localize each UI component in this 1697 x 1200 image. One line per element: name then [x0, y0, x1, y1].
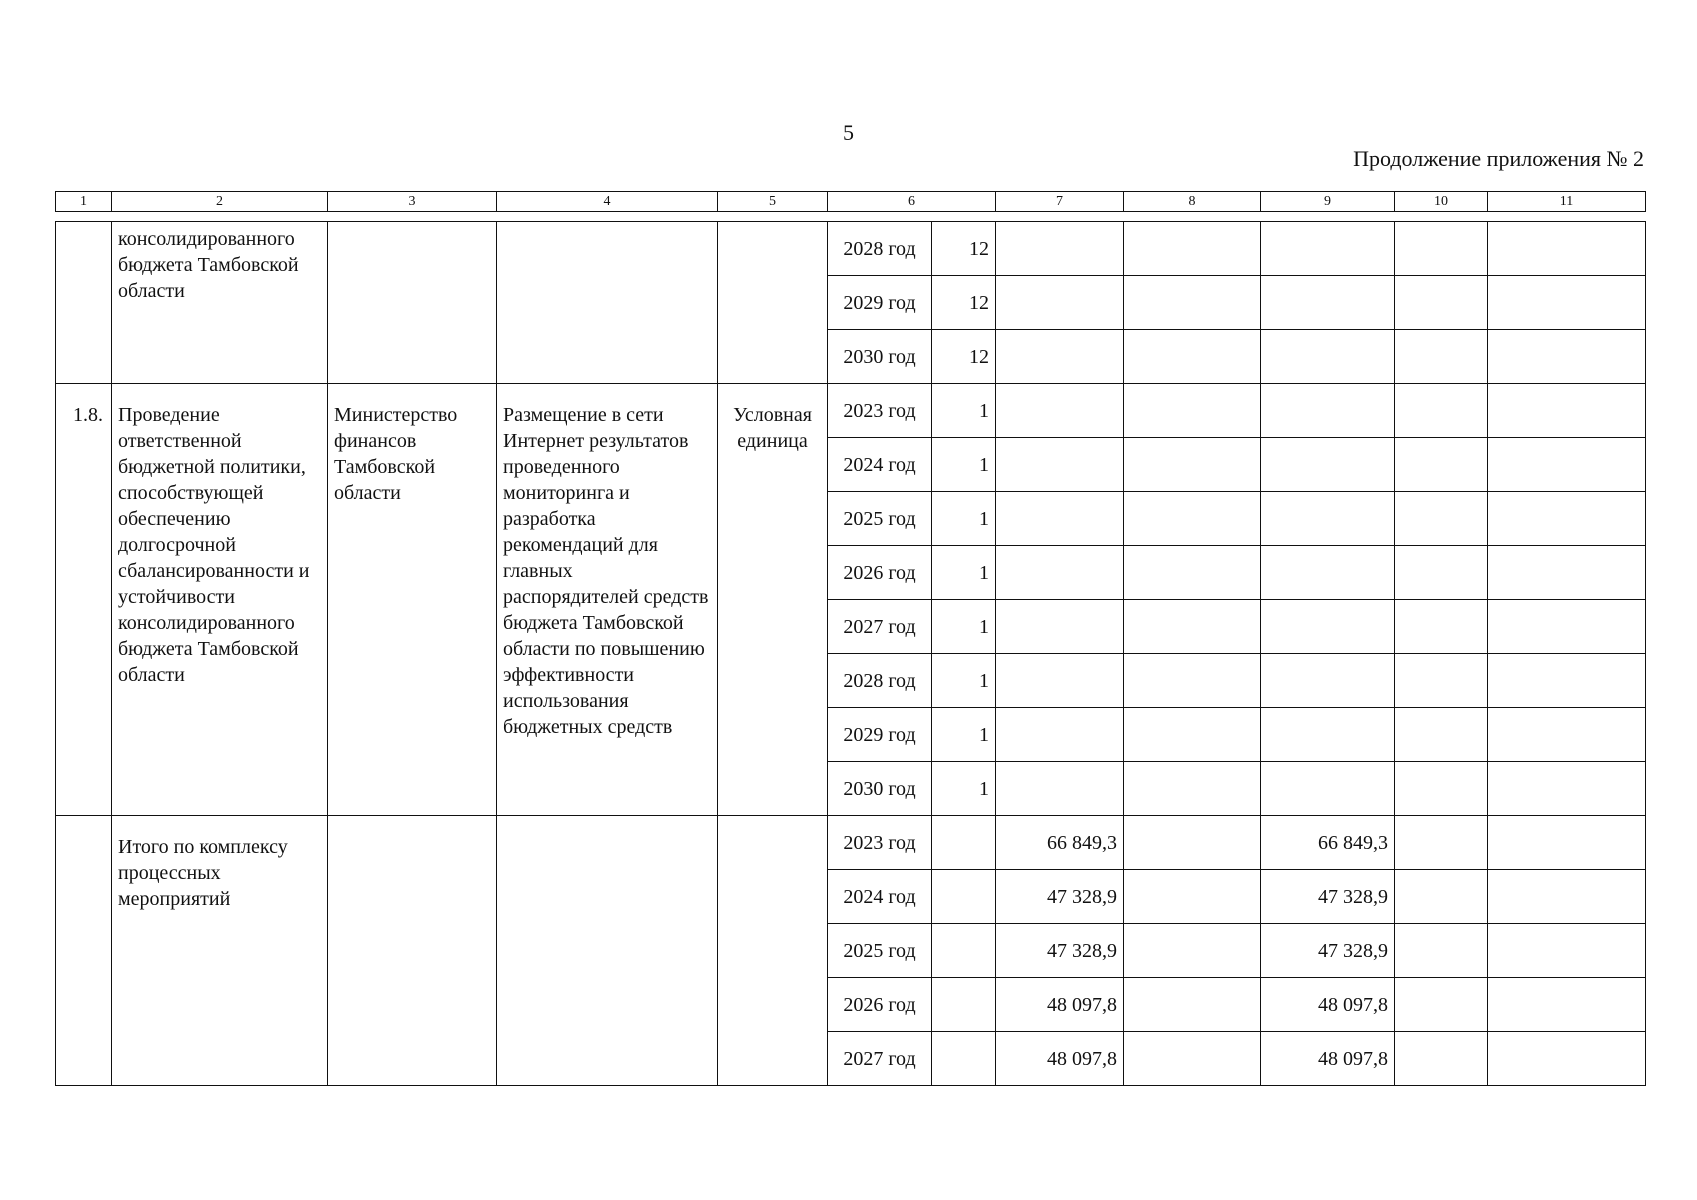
- indicator-value: 1: [932, 600, 996, 654]
- column-header: 9: [1261, 192, 1395, 212]
- year-cell: 2025 год: [828, 492, 932, 546]
- column-header: 8: [1124, 192, 1261, 212]
- page-number: 5: [843, 120, 854, 145]
- year-cell: 2028 год: [828, 654, 932, 708]
- total-funding: 48 097,8: [996, 978, 1124, 1032]
- regional-budget: 48 097,8: [1261, 978, 1395, 1032]
- total-funding: 47 328,9: [996, 870, 1124, 924]
- regional-budget: 47 328,9: [1261, 870, 1395, 924]
- year-cell: 2023 год: [828, 384, 932, 438]
- year-cell: 2030 год: [828, 330, 932, 384]
- column-header: 10: [1395, 192, 1488, 212]
- year-cell: 2027 год: [828, 1032, 932, 1086]
- activities-table: [55, 221, 1646, 1086]
- year-cell: 2027 год: [828, 600, 932, 654]
- activity-number: 1.8.: [56, 384, 112, 816]
- column-header: 6: [828, 192, 996, 212]
- table-row: [56, 384, 1646, 438]
- column-header: 3: [328, 192, 497, 212]
- activity-name: Проведение ответственной бюджетной политики, способствующей обеспечению долгосрочной сбалансированности и устойчивости консолидированного бюджета Тамбовской области: [112, 384, 328, 816]
- column-header: 5: [718, 192, 828, 212]
- regional-budget: 47 328,9: [1261, 924, 1395, 978]
- column-header: 7: [996, 192, 1124, 212]
- expected-result: Размещение в сети Интернет результатов проведенного мониторинга и разработка рекомендаций для главных распорядителей средств бюджета Тамбовской области по повышению эффективности использования бюджетных средств: [497, 384, 718, 816]
- indicator-value: 1: [932, 762, 996, 816]
- indicator-value: 12: [932, 222, 996, 276]
- year-cell: 2026 год: [828, 978, 932, 1032]
- indicator-value: 1: [932, 546, 996, 600]
- indicator-value: 1: [932, 708, 996, 762]
- indicator-value: 1: [932, 654, 996, 708]
- year-cell: 2026 год: [828, 546, 932, 600]
- unit-of-measure: Условная единица: [718, 384, 828, 816]
- total-funding: 47 328,9: [996, 924, 1124, 978]
- year-cell: 2029 год: [828, 276, 932, 330]
- column-number-header: [55, 191, 1646, 212]
- year-cell: 2030 год: [828, 762, 932, 816]
- total-label: Итого по комплексу процессных мероприятий: [112, 816, 328, 1086]
- regional-budget: 66 849,3: [1261, 816, 1395, 870]
- year-cell: 2028 год: [828, 222, 932, 276]
- responsible-executor: Министерство финансов Тамбовской области: [328, 384, 497, 816]
- activity-name: консолидированного бюджета Тамбовской области: [112, 222, 328, 384]
- year-cell: 2025 год: [828, 924, 932, 978]
- year-cell: 2023 год: [828, 816, 932, 870]
- table-row: [56, 816, 1646, 870]
- column-header: 1: [56, 192, 112, 212]
- indicator-value: 1: [932, 384, 996, 438]
- indicator-value: 12: [932, 276, 996, 330]
- total-funding: 48 097,8: [996, 1032, 1124, 1086]
- indicator-value: 12: [932, 330, 996, 384]
- year-cell: 2024 год: [828, 870, 932, 924]
- regional-budget: 48 097,8: [1261, 1032, 1395, 1086]
- year-cell: 2029 год: [828, 708, 932, 762]
- column-header: 4: [497, 192, 718, 212]
- indicator-value: 1: [932, 438, 996, 492]
- table-row: [56, 222, 1646, 276]
- indicator-value: 1: [932, 492, 996, 546]
- column-header: 2: [112, 192, 328, 212]
- column-header: 11: [1488, 192, 1646, 212]
- appendix-note: Продолжение приложения № 2: [1353, 146, 1644, 171]
- year-cell: 2024 год: [828, 438, 932, 492]
- total-funding: 66 849,3: [996, 816, 1124, 870]
